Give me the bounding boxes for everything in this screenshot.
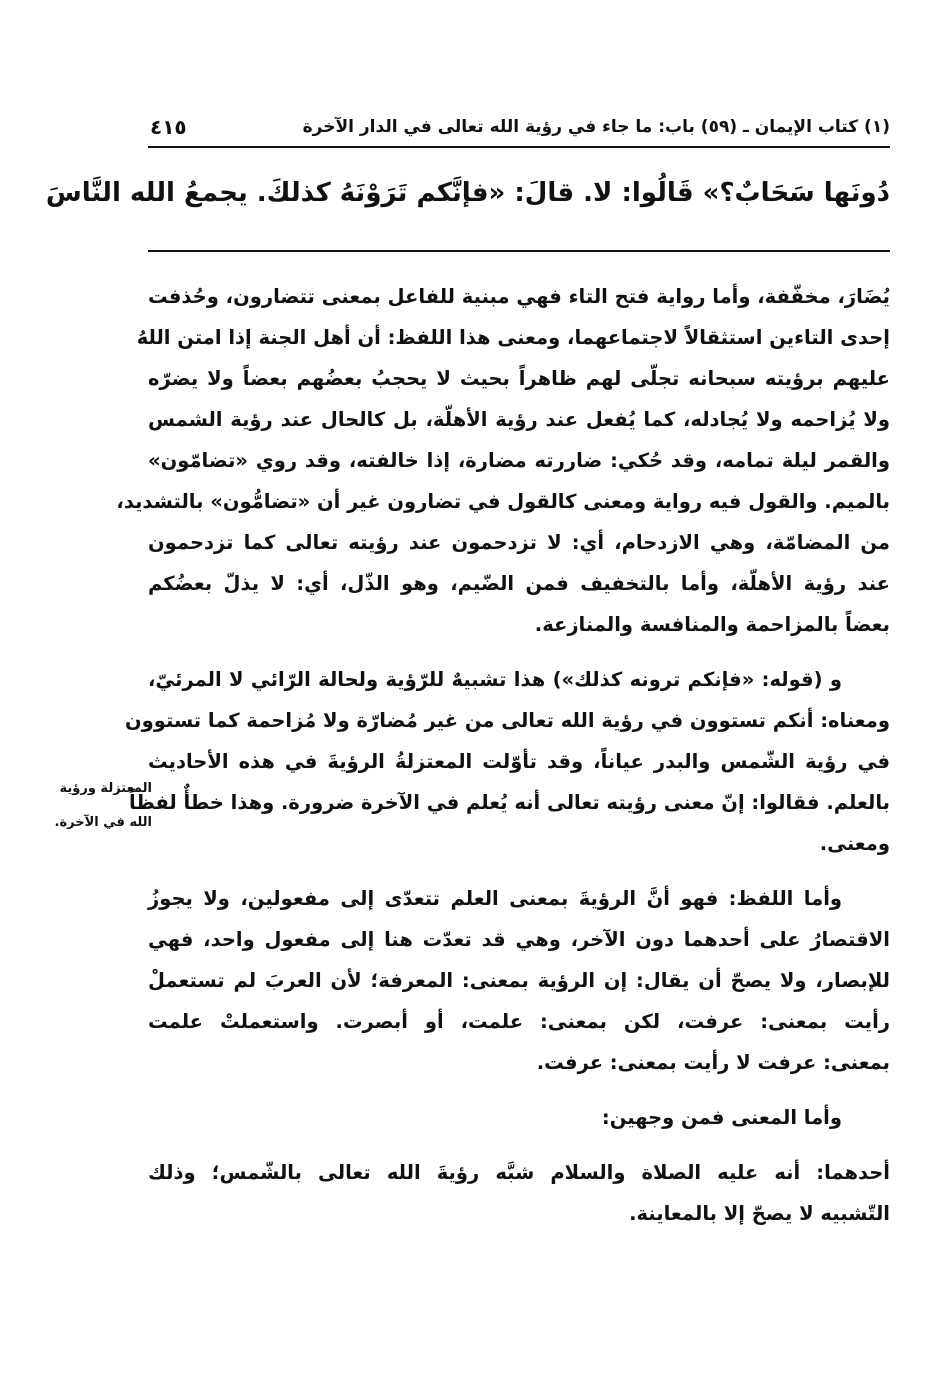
text-line: رأيت بمعنى: عرفت، لكن بمعنى: علمت، أو أبصرت. واستعملتْ علمت (148, 1010, 890, 1033)
text-line: وأما اللفظ: فهو أنَّ الرؤيةَ بمعنى العلم تتعدّى إلى مفعولين، ولا يجوزُ (148, 887, 842, 910)
commentary-paragraph (125, 659, 890, 864)
commentary-divider (148, 250, 890, 252)
text-line: للإبصار، ولا يصحّ أن يقال: إن الرؤية بمعنى: المعرفة؛ لأن العربَ لم تستعملْ (148, 969, 890, 992)
text-line: عند رؤية الأهلّة، وأما بالتخفيف فمن الضّيم، وهو الذّل، أي: لا يذلّ بعضُكم (148, 572, 890, 595)
text-line: والقمر ليلة تمامه، وقد حُكي: ضاررته مضارة، إذا خالفته، وقد روي «تضامّون» (148, 449, 890, 472)
margin-note (2, 772, 152, 840)
commentary-paragraph (116, 276, 890, 645)
chapter-title: (١) كتاب الإيمان ـ (٥٩) باب: ما جاء في رؤية الله تعالى في الدار الآخرة (302, 117, 890, 137)
page-number: ٤١٥ (150, 115, 187, 139)
hadith-text: دُونَها سَحَابٌ؟» قَالُوا: لا. قالَ: «فإنَّكم تَرَوْنَهُ كذلكَ. يجمعُ الله النَّاسَ (45, 178, 890, 208)
text-line: ومعنى. (819, 832, 890, 855)
text-line: عليهم برؤيته سبحانه تجلّى لهم ظاهراً بحيث لا يحجبُ بعضُهم بعضاً ولا يضرّه (148, 367, 890, 390)
commentary-paragraph (148, 1097, 890, 1138)
text-line: بالميم. والقول فيه رواية ومعنى كالقول في تضارون غير أن «تضامُّون» بالتشديد، (116, 490, 890, 513)
text-line: في رؤية الشّمس والبدر عياناً، وقد تأوّلت المعتزلةُ الرؤيةَ في هذه الأحاديث (148, 750, 890, 773)
commentary-paragraph (148, 878, 890, 1083)
text-line: يُضَارَ، مخفّفة، وأما رواية فتح التاء فهي مبنية للفاعل بمعنى تتضارون، وحُذفت (148, 285, 890, 308)
header-divider (148, 146, 890, 148)
text-line: من المضامّة، وهي الازدحام، أي: لا تزدحمون عند رؤيته تعالى كما تزدحمون (148, 531, 890, 554)
commentary-body (116, 276, 890, 1234)
text-line: ومعناه: أنكم تستوون في رؤية الله تعالى من غير مُضارّة ولا مُزاحمة كما تستوون (125, 709, 890, 732)
text-line: و (قوله: «فإنكم ترونه كذلك») هذا تشبيهٌ للرّؤية ولحالة الرّائي لا المرئيّ، (148, 668, 842, 691)
commentary-paragraph (148, 1152, 890, 1234)
text-line: بمعنى: عرفت لا رأيت بمعنى: عرفت. (536, 1051, 890, 1074)
margin-note-line: الله في الآخرة. (54, 815, 152, 830)
running-header (150, 112, 890, 142)
margin-note-line: المعتزلة ورؤية (59, 781, 152, 796)
text-line: ولا يُزاحمه ولا يُجادله، كما يُفعل عند رؤية الأهلّة، بل كالحال عند رؤية الشمس (148, 408, 890, 431)
text-line: بعضاً بالمزاحمة والمنافسة والمنازعة. (534, 613, 890, 636)
text-line: التّشبيه لا يصحّ إلا بالمعاينة. (629, 1202, 890, 1225)
text-line: إحدى التاءين استثقالاً لاجتماعهما، ومعنى هذا اللفظ: أن أهل الجنة إذا امتن اللهُ (136, 326, 890, 349)
text-line: وأما المعنى فمن وجهين: (601, 1106, 842, 1129)
text-line: أحدهما: أنه عليه الصلاة والسلام شبَّه رؤيةَ الله تعالى بالشّمس؛ وذلك (148, 1161, 890, 1184)
text-line: بالعلم. فقالوا: إنّ معنى رؤيته تعالى أنه يُعلم في الآخرة ضرورة. وهذا خطأٌ لفظاً (129, 791, 890, 814)
text-line: الاقتصارُ على أحدهما دون الآخر، وهي قد تعدّت هنا إلى مفعول واحد، فهي (148, 928, 890, 951)
